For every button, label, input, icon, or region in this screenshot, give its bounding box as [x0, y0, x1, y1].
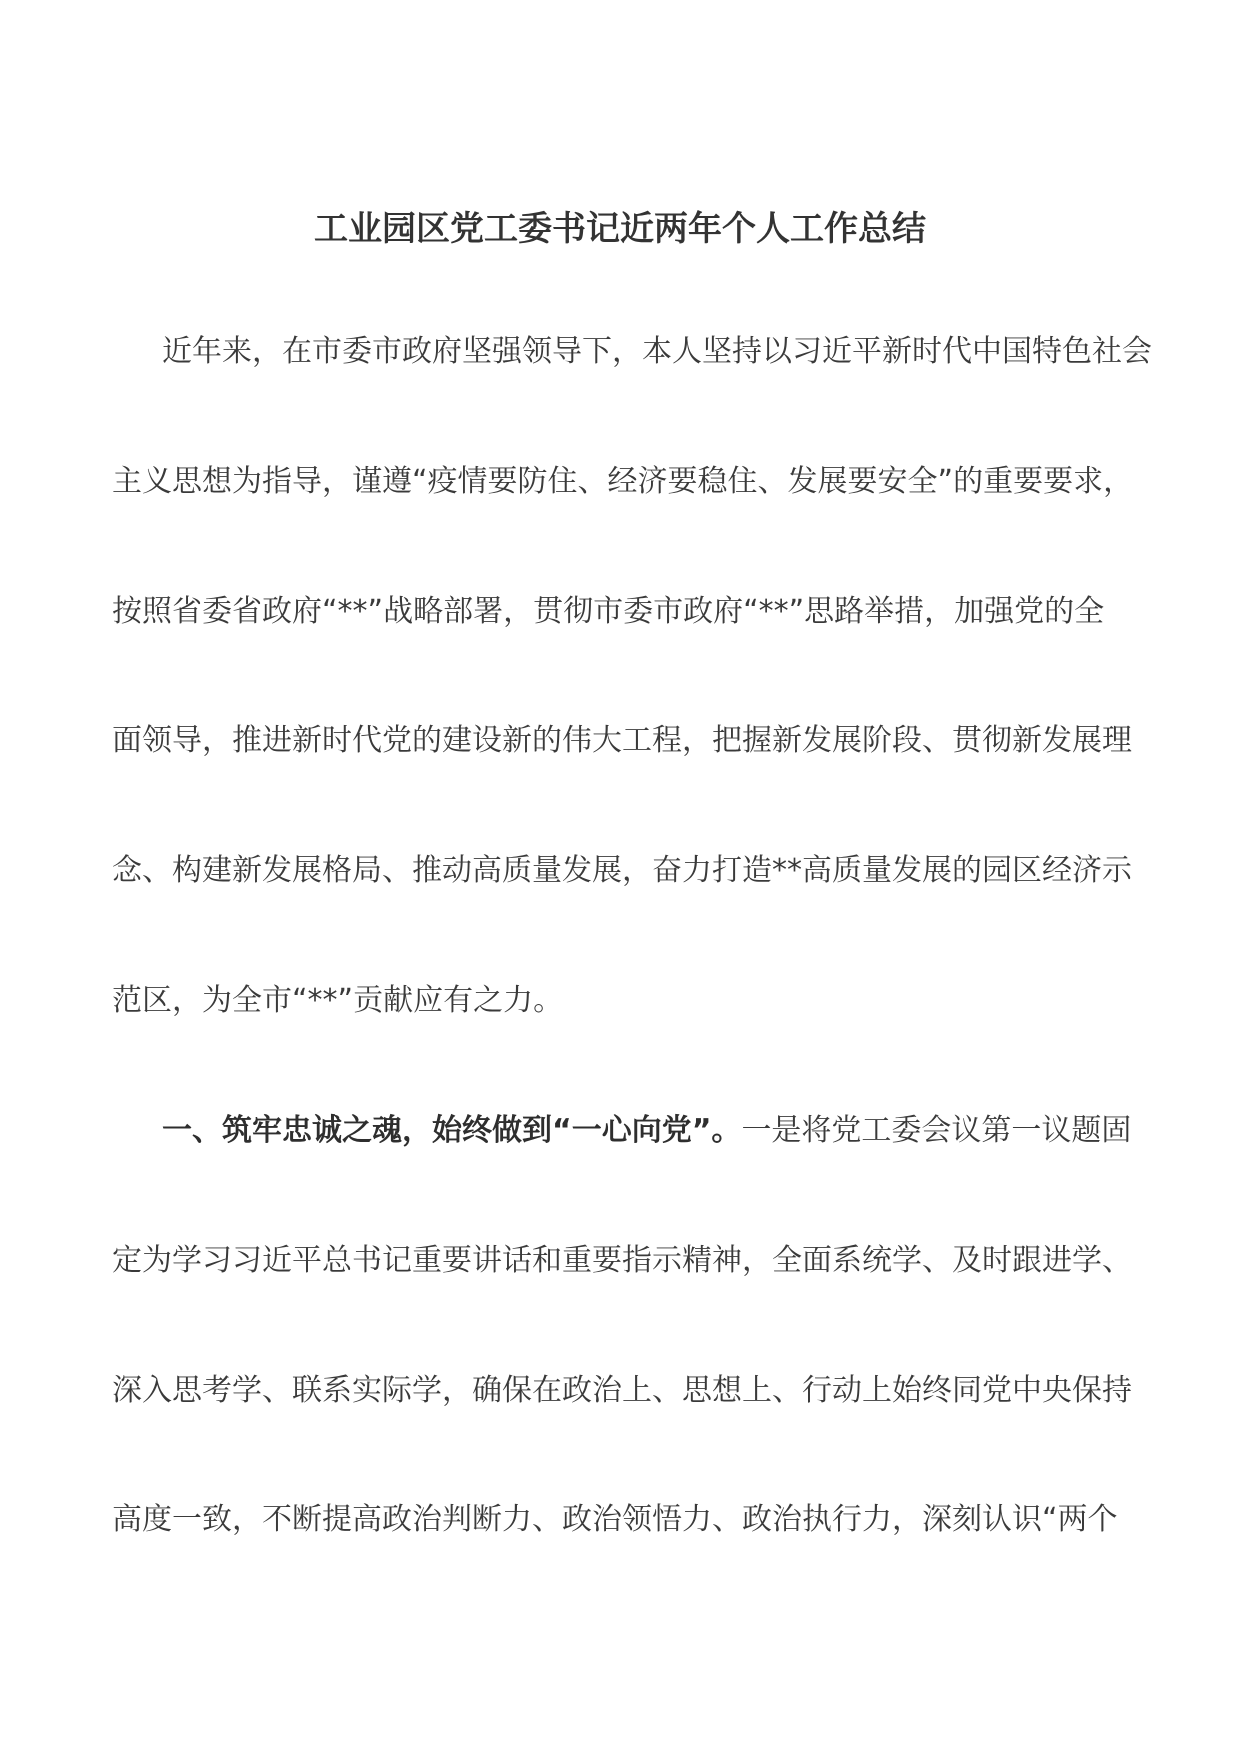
- section-text: 一是将党工委会议第一议题固: [741, 1113, 1132, 1148]
- paragraph-line: 念、构建新发展格局、推动高质量发展，奋力打造**高质量发展的园区经济示: [112, 853, 1132, 888]
- section-heading: 一、筑牢忠诚之魂，始终做到“一心向党”。: [162, 1113, 742, 1148]
- document-title: 工业园区党工委书记近两年个人工作总结: [314, 209, 926, 249]
- paragraph-line: 高度一致，不断提高政治判断力、政治领悟力、政治执行力，深刻认识“两个: [112, 1502, 1118, 1537]
- paragraph-line: [162, 1106, 1131, 1156]
- paragraph-line: 面领导，推进新时代党的建设新的伟大工程，把握新发展阶段、贯彻新发展理: [112, 723, 1132, 758]
- paragraph-line: 按照省委省政府“**”战略部署，贯彻市委市政府“**”思路举措，加强党的全: [112, 594, 1105, 629]
- paragraph-line: 范区，为全市“**”贡献应有之力。: [112, 983, 564, 1018]
- paragraph-line: 深入思考学、联系实际学，确保在政治上、思想上、行动上始终同党中央保持: [112, 1373, 1132, 1408]
- paragraph-line: 主义思想为指导，谨遵“疫情要防住、经济要稳住、发展要安全”的重要要求，: [112, 464, 1134, 499]
- paragraph-line: 定为学习习近平总书记重要讲话和重要指示精神，全面系统学、及时跟进学、: [112, 1243, 1132, 1278]
- paragraph-line: 近年来，在市委市政府坚强领导下，本人坚持以习近平新时代中国特色社会: [162, 334, 1152, 369]
